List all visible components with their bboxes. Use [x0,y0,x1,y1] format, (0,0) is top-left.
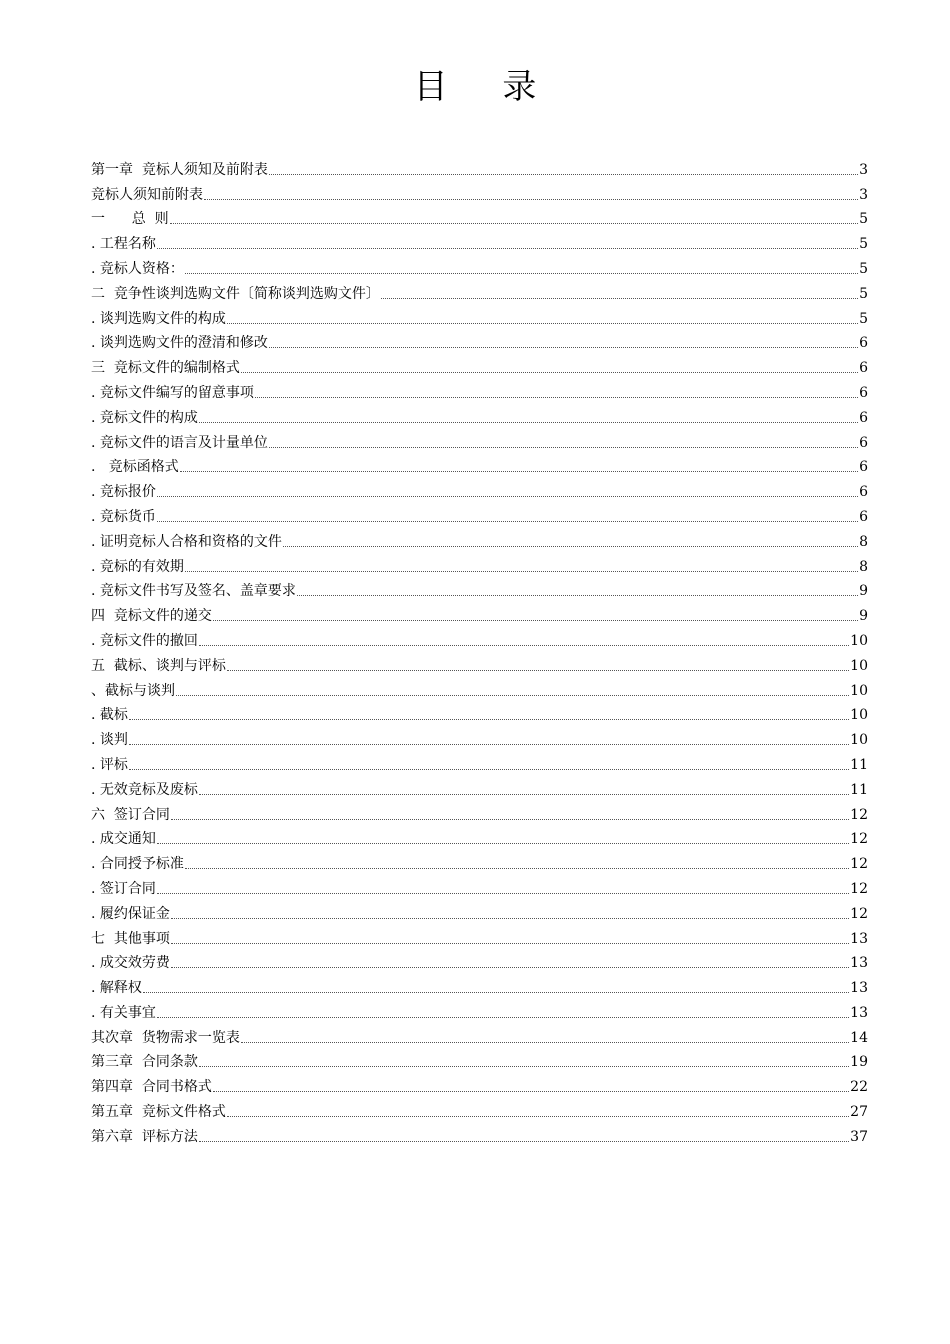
toc-dot-leader [171,819,849,820]
toc-entry[interactable] [91,1121,868,1146]
toc-entry-label: . 截标 [91,707,128,724]
toc-entry-page-number: 8 [859,558,868,575]
page-title: 目 录 [413,67,559,107]
toc-entry-label: . 签订合同 [91,880,156,897]
toc-entry-label: . 成交效劳费 [91,955,170,972]
toc-entry-label: 五 截标、谈判与评标 [91,657,226,674]
toc-entry-label: 、截标与谈判 [91,682,175,699]
toc-dot-leader [269,347,858,348]
toc-dot-leader [171,918,849,919]
toc-dot-leader [381,298,858,299]
toc-dot-leader [269,174,858,175]
toc-entry-page-number: 8 [859,533,868,550]
toc-entry-label: 第六章 评标方法 [91,1128,198,1145]
toc-entry-page-number: 6 [859,335,868,352]
toc-dot-leader [255,397,858,398]
toc-dot-leader [199,422,858,423]
toc-entry-page-number: 12 [850,880,868,897]
toc-entry-page-number: 10 [850,657,868,674]
toc-entry[interactable] [91,1022,868,1047]
toc-entry-page-number: 11 [850,781,868,798]
toc-entry-label: . 谈判选购文件的构成 [91,310,226,327]
toc-entry-page-number: 13 [850,930,868,947]
toc-entry[interactable] [91,204,868,229]
toc-entry-label: . 竞标报价 [91,484,156,501]
toc-entry-label: 第四章 合同书格式 [91,1079,212,1096]
toc-entry-label: . 履约保证金 [91,905,170,922]
toc-entry-label: 第一章 竞标人须知及前附表 [91,161,268,178]
toc-dot-leader [213,1091,849,1092]
toc-entry-page-number: 12 [850,905,868,922]
toc-dot-leader [241,372,858,373]
toc-entry[interactable] [91,576,868,601]
toc-entry-label: . 竞标人资格： [91,260,184,277]
toc-entry-page-number: 27 [850,1104,868,1121]
toc-dot-leader [227,323,858,324]
toc-entry[interactable] [91,898,868,923]
toc-entry[interactable] [91,278,868,303]
toc-entry[interactable] [91,551,868,576]
toc-entry[interactable] [91,650,868,675]
toc-entry-page-number: 19 [850,1054,868,1071]
toc-dot-leader [180,471,858,472]
toc-entry[interactable] [91,724,868,749]
toc-dot-leader [157,521,858,522]
toc-entry-label: 三 竞标文件的编制格式 [91,360,240,377]
toc-entry-label: . 无效竞标及废标 [91,781,198,798]
toc-entry[interactable] [91,228,868,253]
toc-dot-leader [213,620,858,621]
toc-dot-leader [297,595,858,596]
toc-dot-leader [199,1066,849,1067]
toc-entry-label: . 证明竞标人合格和资格的文件 [91,533,282,550]
toc-dot-leader [171,967,849,968]
toc-entry-label: . 谈判选购文件的澄清和修改 [91,335,268,352]
table-of-contents [91,154,868,1146]
toc-entry-label: . 成交通知 [91,831,156,848]
toc-entry-label: . 竞标文件的撤回 [91,632,198,649]
toc-entry[interactable] [91,352,868,377]
toc-entry-page-number: 12 [850,806,868,823]
toc-entry-page-number: 6 [859,384,868,401]
toc-entry-label: . 竞标的有效期 [91,558,184,575]
toc-dot-leader [227,670,849,671]
toc-dot-leader [241,1042,849,1043]
toc-entry-page-number: 3 [859,161,868,178]
toc-entry-label: . 评标 [91,756,128,773]
toc-entry[interactable] [91,179,868,204]
toc-entry[interactable] [91,824,868,849]
toc-entry-page-number: 5 [859,211,868,228]
toc-entry-page-number: 5 [859,236,868,253]
toc-dot-leader [269,447,858,448]
toc-entry-page-number: 3 [859,186,868,203]
toc-entry[interactable] [91,303,868,328]
toc-entry-label: . 竞标货币 [91,508,156,525]
toc-dot-leader [199,1141,849,1142]
toc-entry[interactable] [91,452,868,477]
toc-entry[interactable] [91,427,868,452]
toc-entry-page-number: 6 [859,459,868,476]
toc-entry[interactable] [91,253,868,278]
toc-dot-leader [283,546,858,547]
toc-entry-label: . 竞标文件的构成 [91,409,198,426]
toc-entry[interactable] [91,848,868,873]
toc-entry-label: . 竞标文件编写的留意事项 [91,384,254,401]
toc-dot-leader [185,868,849,869]
toc-entry[interactable] [91,700,868,725]
toc-dot-leader [157,496,858,497]
toc-entry[interactable] [91,972,868,997]
toc-entry-label: . 竞标文件的语言及计量单位 [91,434,268,451]
toc-dot-leader [185,273,858,274]
toc-entry-page-number: 9 [859,608,868,625]
toc-entry[interactable] [91,526,868,551]
toc-entry-page-number: 6 [859,508,868,525]
toc-entry[interactable] [91,501,868,526]
toc-entry-page-number: 5 [859,260,868,277]
toc-entry[interactable] [91,749,868,774]
toc-entry-page-number: 12 [850,856,868,873]
toc-entry-page-number: 6 [859,484,868,501]
toc-entry-label: . 合同授予标准 [91,856,184,873]
toc-entry-label: 七 其他事项 [91,930,170,947]
toc-dot-leader [199,794,849,795]
toc-entry[interactable] [91,1096,868,1121]
toc-entry-page-number: 6 [859,360,868,377]
toc-entry-page-number: 11 [850,756,868,773]
toc-entry-label: 四 竞标文件的递交 [91,608,212,625]
toc-dot-leader [157,843,849,844]
toc-dot-leader [157,893,849,894]
toc-entry-label: 其次章 货物需求一览表 [91,1029,240,1046]
toc-entry-label: 第三章 合同条款 [91,1054,198,1071]
toc-entry[interactable] [91,923,868,948]
toc-entry-label: . 竞标函格式 [91,459,179,476]
toc-dot-leader [129,719,849,720]
toc-entry[interactable] [91,154,868,179]
toc-entry-label: 六 签订合同 [91,806,170,823]
toc-entry[interactable] [91,1071,868,1096]
toc-entry-page-number: 13 [850,955,868,972]
toc-entry-label: . 竞标文件书写及签名、盖章要求 [91,583,296,600]
toc-dot-leader [129,769,849,770]
toc-entry-page-number: 37 [850,1128,868,1145]
toc-dot-leader [143,992,849,993]
toc-entry-page-number: 13 [850,1004,868,1021]
toc-entry-page-number: 10 [850,732,868,749]
toc-entry-page-number: 14 [850,1029,868,1046]
toc-entry-page-number: 6 [859,409,868,426]
toc-entry[interactable] [91,328,868,353]
toc-dot-leader [129,744,849,745]
toc-entry-label: . 工程名称 [91,236,156,253]
toc-entry-label: . 谈判 [91,732,128,749]
toc-entry-page-number: 10 [850,707,868,724]
toc-entry-label: 竞标人须知前附表 [91,186,203,203]
toc-entry-page-number: 5 [859,310,868,327]
toc-entry-page-number: 5 [859,285,868,302]
toc-dot-leader [170,223,858,224]
toc-dot-leader [157,1017,849,1018]
toc-entry-page-number: 9 [859,583,868,600]
toc-entry[interactable] [91,774,868,799]
toc-entry[interactable] [91,675,868,700]
toc-dot-leader [227,1116,849,1117]
toc-entry-page-number: 12 [850,831,868,848]
toc-entry[interactable] [91,799,868,824]
toc-entry-label: . 解释权 [91,980,142,997]
toc-dot-leader [204,199,858,200]
toc-entry-page-number: 6 [859,434,868,451]
toc-entry-page-number: 22 [850,1079,868,1096]
toc-entry[interactable] [91,377,868,402]
toc-entry[interactable] [91,1047,868,1072]
toc-dot-leader [199,645,849,646]
toc-entry[interactable] [91,948,868,973]
toc-entry-page-number: 13 [850,980,868,997]
toc-entry[interactable] [91,600,868,625]
toc-entry[interactable] [91,873,868,898]
toc-entry-page-number: 10 [850,632,868,649]
toc-dot-leader [171,943,849,944]
toc-entry[interactable] [91,625,868,650]
toc-dot-leader [157,248,858,249]
toc-entry[interactable] [91,476,868,501]
toc-entry-label: 一 总 则 [91,211,169,228]
toc-entry-page-number: 10 [850,682,868,699]
toc-dot-leader [185,571,858,572]
toc-entry-label: . 有关事宜 [91,1004,156,1021]
toc-entry-label: 第五章 竞标文件格式 [91,1104,226,1121]
toc-entry-label: 二 竞争性谈判选购文件〔简称谈判选购文件〕 [91,285,380,302]
toc-entry[interactable] [91,402,868,427]
toc-dot-leader [176,695,849,696]
toc-entry[interactable] [91,997,868,1022]
